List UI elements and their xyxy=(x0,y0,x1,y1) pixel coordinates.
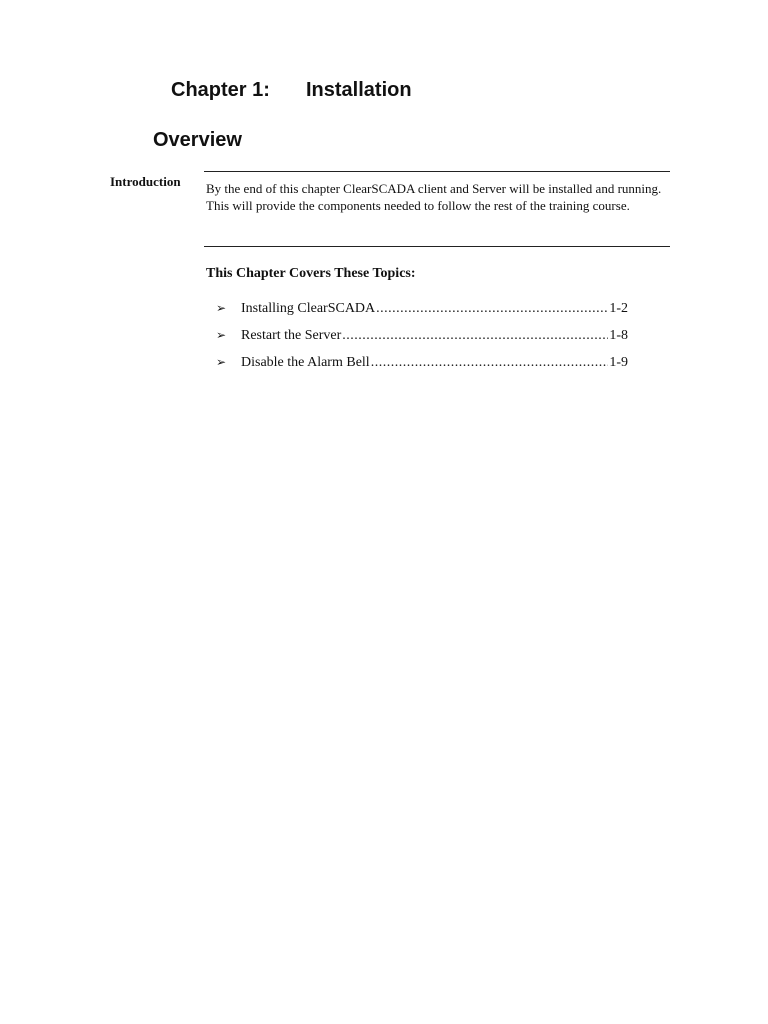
arrow-bullet-icon: ➢ xyxy=(216,355,227,369)
bottom-divider xyxy=(204,246,670,247)
topics-list xyxy=(216,299,628,380)
introduction-label: Introduction xyxy=(110,174,181,189)
topic-item xyxy=(216,299,628,326)
arrow-bullet-icon: ➢ xyxy=(216,301,227,315)
introduction-text: By the end of this chapter ClearSCADA client and Server will be installed and running. This will provide the components needed to follow the rest of the training course. xyxy=(206,181,662,213)
top-divider xyxy=(204,171,670,172)
arrow-bullet-icon: ➢ xyxy=(216,328,227,342)
topic-item xyxy=(216,353,628,380)
topics-heading: This Chapter Covers These Topics: xyxy=(206,266,416,281)
topic-page-number: 1-2 xyxy=(609,301,628,316)
topic-item xyxy=(216,326,628,353)
topic-title: Restart the Server xyxy=(241,328,342,343)
topic-title: Disable the Alarm Bell xyxy=(241,355,370,370)
topic-title: Installing ClearSCADA xyxy=(241,301,376,316)
dot-leader xyxy=(342,327,608,345)
dot-leader xyxy=(371,354,609,372)
dot-leader xyxy=(376,300,608,318)
topic-page-number: 1-8 xyxy=(609,328,628,343)
section-heading: Overview xyxy=(153,129,242,151)
topic-page-number: 1-9 xyxy=(609,355,628,370)
chapter-title: Installation xyxy=(306,79,412,101)
chapter-number: Chapter 1: xyxy=(171,79,270,101)
chapter-heading xyxy=(171,78,412,102)
